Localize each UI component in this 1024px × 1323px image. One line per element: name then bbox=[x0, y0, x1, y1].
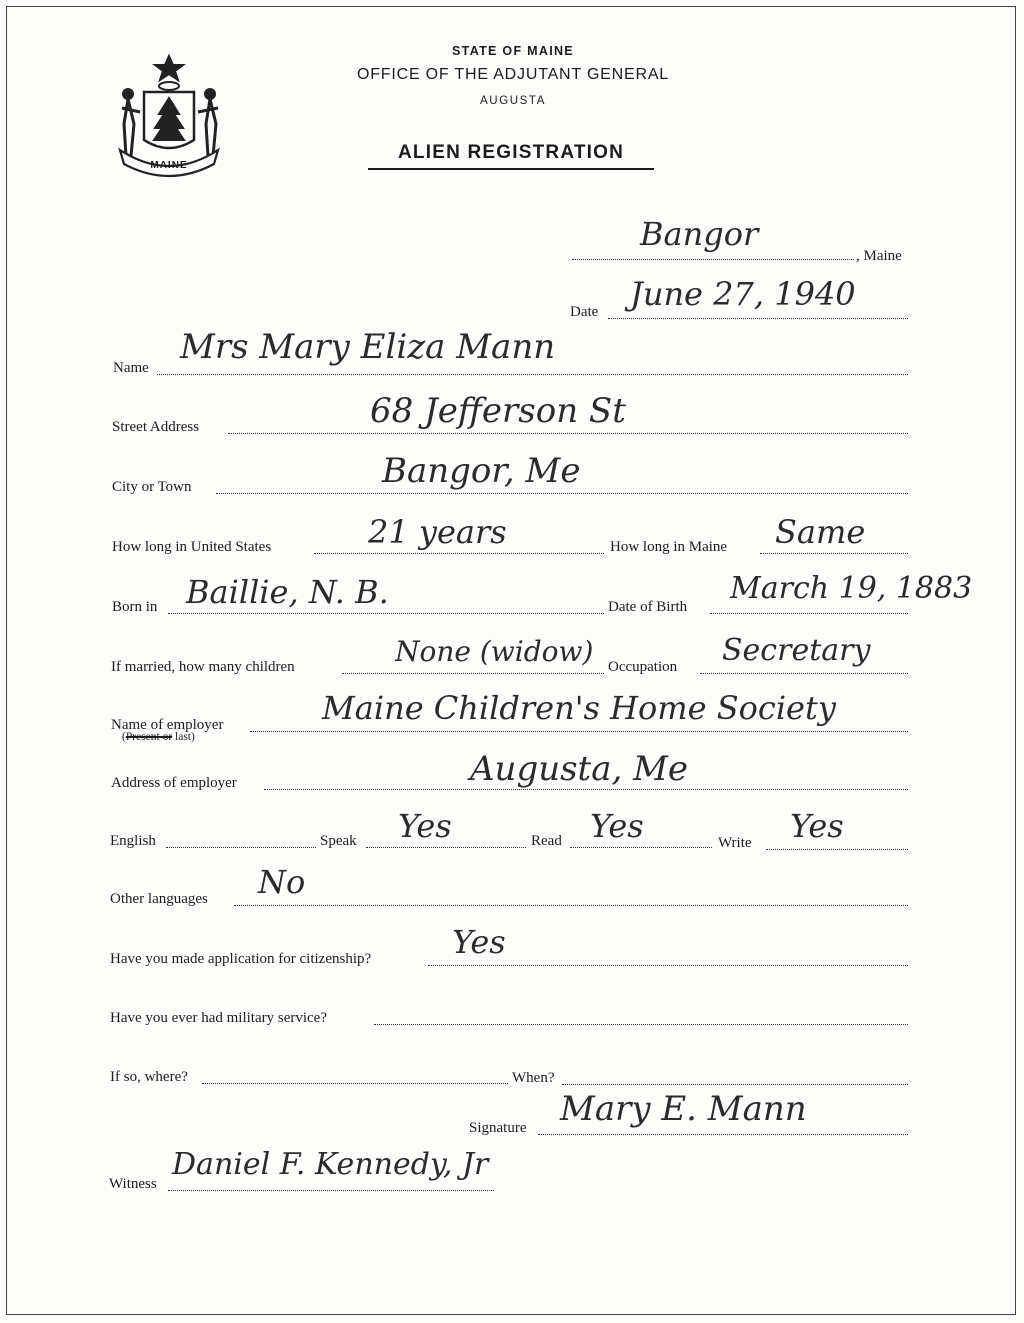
read-entry: Yes bbox=[590, 807, 644, 845]
signature-label: Signature bbox=[469, 1120, 527, 1136]
name-label: Name bbox=[113, 360, 149, 376]
english-label: English bbox=[110, 833, 156, 849]
other-languages-entry: No bbox=[258, 863, 306, 901]
employer-address-label: Address of employer bbox=[111, 775, 237, 791]
city-line bbox=[216, 493, 908, 494]
speak-entry: Yes bbox=[398, 807, 452, 845]
street-line bbox=[228, 433, 908, 434]
date-entry: June 27, 1940 bbox=[630, 275, 856, 313]
employer-label: Name of employer bbox=[111, 717, 224, 733]
name-line bbox=[157, 374, 908, 375]
city-entry: Bangor, Me bbox=[382, 451, 581, 491]
employer-line bbox=[250, 731, 908, 732]
born-in-line bbox=[168, 613, 604, 614]
read-label: Read bbox=[531, 833, 562, 849]
employer-note-struck: Present or bbox=[125, 731, 173, 743]
signature-line bbox=[538, 1134, 908, 1135]
english-line bbox=[166, 847, 316, 848]
military-label: Have you ever had military service? bbox=[110, 1010, 327, 1026]
children-entry: None (widow) bbox=[395, 635, 594, 668]
how-long-us-line bbox=[314, 553, 604, 554]
how-long-maine-line bbox=[760, 553, 908, 554]
witness-label: Witness bbox=[109, 1176, 157, 1192]
how-long-us-entry: 21 years bbox=[368, 513, 507, 551]
military-line bbox=[374, 1024, 908, 1025]
date-label: Date bbox=[570, 304, 599, 320]
read-line bbox=[570, 847, 712, 848]
where-line bbox=[202, 1083, 508, 1084]
born-in-entry: Baillie, N. B. bbox=[186, 573, 389, 611]
occupation-line bbox=[700, 673, 908, 674]
occupation-entry: Secretary bbox=[722, 633, 871, 668]
town-entry: Bangor bbox=[640, 215, 759, 253]
other-languages-line bbox=[234, 905, 908, 906]
when-label: When? bbox=[512, 1070, 555, 1086]
how-long-maine-entry: Same bbox=[775, 513, 866, 551]
citizenship-label: Have you made application for citizenship? bbox=[110, 951, 372, 967]
occupation-label: Occupation bbox=[608, 659, 678, 675]
speak-line bbox=[366, 847, 526, 848]
write-entry: Yes bbox=[790, 807, 844, 845]
citizenship-line bbox=[428, 965, 908, 966]
witness-line bbox=[168, 1190, 494, 1191]
form-title: ALIEN REGISTRATION bbox=[368, 142, 654, 170]
seal-banner-text: MAINE bbox=[150, 160, 188, 171]
street-entry: 68 Jefferson St bbox=[370, 391, 626, 431]
children-label: If married, how many children bbox=[111, 659, 295, 675]
name-entry: Mrs Mary Eliza Mann bbox=[180, 327, 556, 367]
street-label: Street Address bbox=[112, 419, 200, 435]
town-line bbox=[572, 259, 854, 260]
dob-line bbox=[710, 613, 908, 614]
city-label: City or Town bbox=[112, 479, 192, 495]
when-line bbox=[562, 1084, 908, 1085]
header-city: AUGUSTA bbox=[480, 95, 546, 107]
dob-label: Date of Birth bbox=[608, 599, 688, 615]
employer-address-entry: Augusta, Me bbox=[470, 749, 689, 789]
how-long-maine-label: How long in Maine bbox=[610, 539, 728, 555]
signature-entry: Mary E. Mann bbox=[560, 1089, 807, 1129]
employer-note: (Present or last) bbox=[122, 731, 195, 743]
header-state: STATE OF MAINE bbox=[452, 44, 574, 58]
how-long-us-label: How long in United States bbox=[112, 539, 272, 555]
born-in-label: Born in bbox=[112, 599, 158, 615]
employer-address-line bbox=[264, 789, 908, 790]
where-label: If so, where? bbox=[110, 1069, 188, 1085]
children-line bbox=[342, 673, 604, 674]
write-line bbox=[766, 849, 908, 850]
other-languages-label: Other languages bbox=[110, 891, 208, 907]
write-label: Write bbox=[718, 835, 752, 851]
maine-label: , Maine bbox=[856, 248, 902, 264]
header-office: OFFICE OF THE ADJUTANT GENERAL bbox=[356, 66, 670, 83]
citizenship-entry: Yes bbox=[452, 923, 506, 961]
dob-entry: March 19, 1883 bbox=[730, 571, 973, 606]
date-line bbox=[608, 318, 908, 319]
witness-entry: Daniel F. Kennedy, Jr bbox=[172, 1147, 489, 1182]
speak-label: Speak bbox=[320, 833, 357, 849]
employer-entry: Maine Children's Home Society bbox=[322, 689, 836, 727]
employer-note-rest: last) bbox=[172, 731, 195, 743]
